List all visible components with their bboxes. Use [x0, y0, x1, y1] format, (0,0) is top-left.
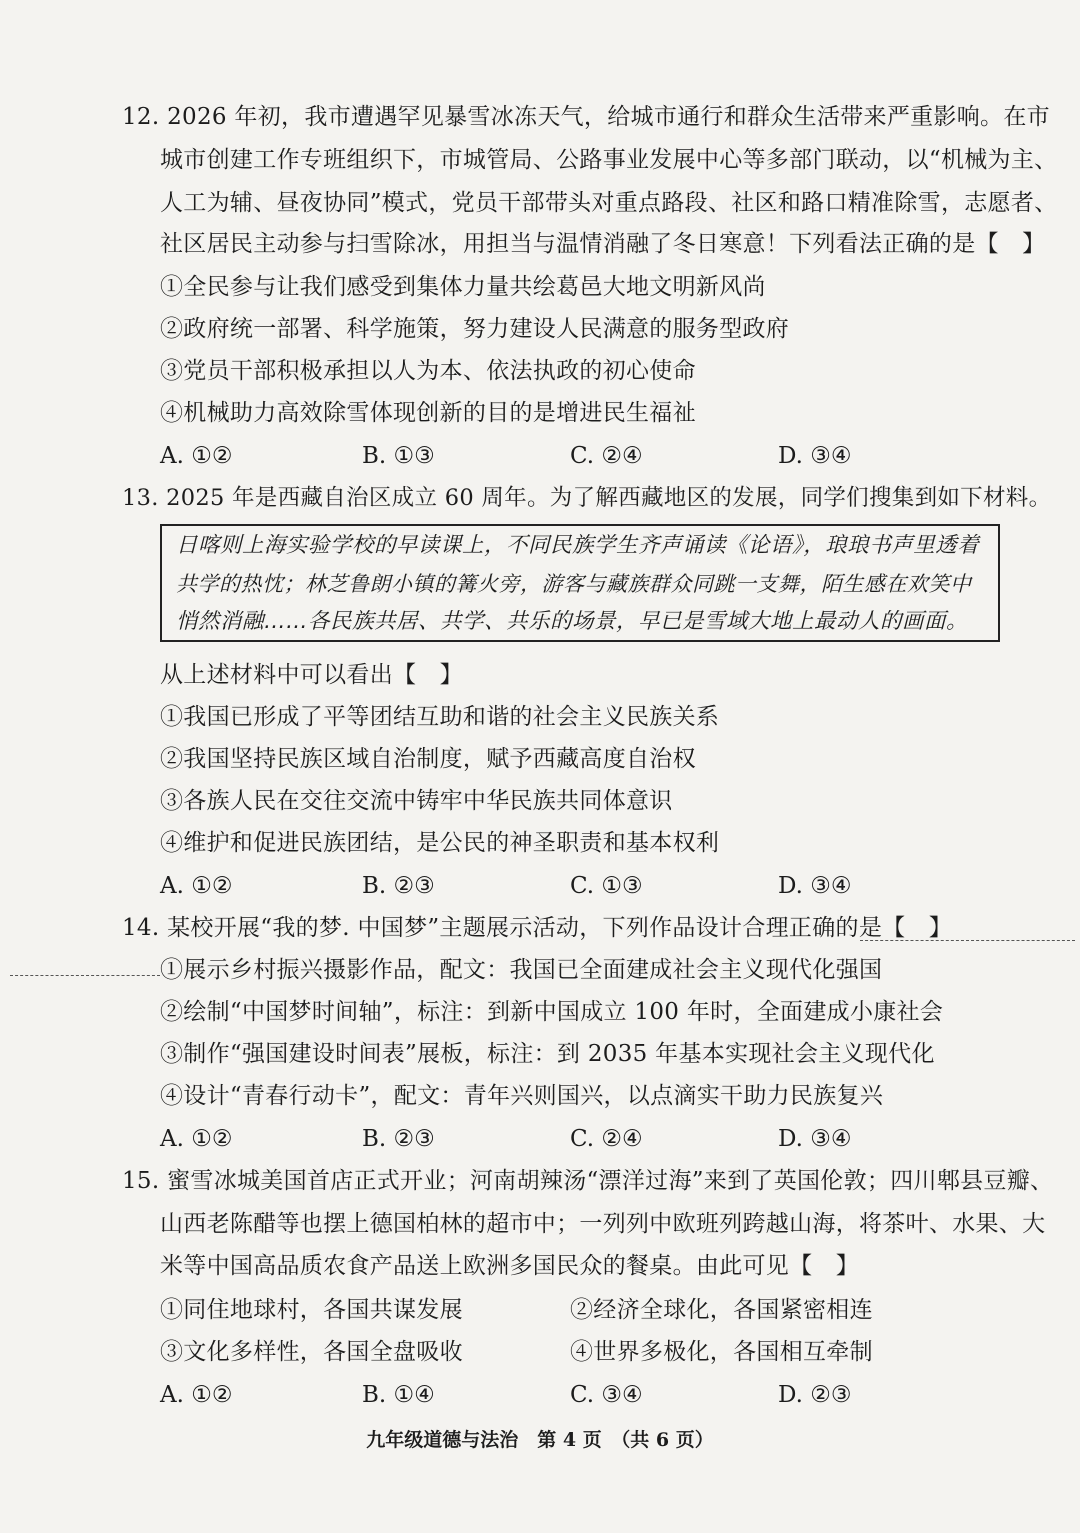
q13-item: ④维护和促进民族团结，是公民的神圣职责和基本权利	[160, 830, 720, 856]
q14-item: ③制作“强国建设时间表”展板，标注：到 2035 年基本实现社会主义现代化	[160, 1041, 935, 1067]
q13-material-box	[160, 524, 1000, 642]
q13-question: 从上述材料中可以看出【 】	[160, 662, 463, 688]
q15-option-d: D. ②③	[778, 1382, 852, 1408]
q13-material-line: 日喀则上海实验学校的早读课上，不同民族学生齐声诵读《论语》，琅琅书声里透着	[176, 533, 980, 558]
q12-option-d: D. ③④	[778, 443, 852, 469]
q15-option-c: C. ③④	[570, 1382, 643, 1408]
q12-stem-line: 人工为辅、昼夜协同”模式，党员干部带头对重点路段、社区和路口精准除雪，志愿者、	[160, 190, 1058, 216]
q13-option-a: A. ①②	[160, 873, 233, 899]
q15-stem-line: 米等中国高品质农食产品送上欧洲多国民众的餐桌。由此可见【 】	[160, 1253, 859, 1279]
q13-item: ③各族人民在交往交流中铸牢中华民族共同体意识	[160, 788, 673, 814]
q12-item: ③党员干部积极承担以人为本、依法执政的初心使命	[160, 358, 696, 384]
q13-item: ②我国坚持民族区域自治制度，赋予西藏高度自治权	[160, 746, 696, 772]
q13-material-line: 悄然消融……各民族共居、共学、共乐的场景，早已是雪域大地上最动人的画面。	[176, 609, 969, 634]
q15-item: ④世界多极化，各国相互牵制	[570, 1339, 873, 1365]
q13-option-c: C. ①③	[570, 873, 643, 899]
q12-stem-line: 社区居民主动参与扫雪除冰，用担当与温情消融了冬日寒意！下列看法正确的是【 】	[160, 231, 1046, 257]
q14-option-c: C. ②④	[570, 1126, 643, 1152]
scan-artifact-line	[10, 975, 160, 976]
page-footer: 九年级道德与法治 第 4 页 （共 6 页）	[366, 1429, 714, 1451]
q12-option-a: A. ①②	[160, 443, 233, 469]
q15-stem-line: 15. 蜜雪冰城美国首店正式开业；河南胡辣汤“漂洋过海”来到了英国伦敦；四川郫县豆瓣、	[122, 1168, 1054, 1194]
q13-item: ①我国已形成了平等团结互助和谐的社会主义民族关系	[160, 704, 720, 730]
q15-option-a: A. ①②	[160, 1382, 233, 1408]
q15-option-b: B. ①④	[362, 1382, 435, 1408]
q13-material-line: 共学的热忱；林芝鲁朗小镇的篝火旁，游客与藏族群众同跳一支舞，陌生感在欢笑中	[176, 572, 972, 596]
q14-option-b: B. ②③	[362, 1126, 435, 1152]
q14-item: ①展示乡村振兴摄影作品，配文：我国已全面建成社会主义现代化强国	[160, 957, 883, 983]
q12-item: ②政府统一部署、科学施策，努力建设人民满意的服务型政府	[160, 316, 790, 342]
q12-item: ④机械助力高效除雪体现创新的目的是增进民生福祉	[160, 400, 696, 426]
scan-artifact-line	[860, 940, 1075, 941]
q12-option-b: B. ①③	[362, 443, 435, 469]
q12-option-c: C. ②④	[570, 443, 643, 469]
q14-item: ②绘制“中国梦时间轴”，标注：到新中国成立 100 年时，全面建成小康社会	[160, 999, 944, 1025]
q12-stem-line: 12. 2026 年初，我市遭遇罕见暴雪冰冻天气，给城市通行和群众生活带来严重影响。在市	[122, 104, 1050, 130]
q14-option-d: D. ③④	[778, 1126, 852, 1152]
q14-option-a: A. ①②	[160, 1126, 233, 1152]
q13-option-b: B. ②③	[362, 873, 435, 899]
q13-stem: 13. 2025 年是西藏自治区成立 60 周年。为了解西藏地区的发展，同学们搜集到如下材料。	[122, 485, 1052, 511]
q15-item: ①同住地球村，各国共谋发展	[160, 1297, 463, 1323]
q13-option-d: D. ③④	[778, 873, 852, 899]
q15-item: ③文化多样性，各国全盘吸收	[160, 1339, 463, 1365]
q12-stem-line: 城市创建工作专班组织下，市城管局、公路事业发展中心等多部门联动，以“机械为主、	[160, 147, 1058, 173]
q14-item: ④设计“青春行动卡”，配文：青年兴则国兴，以点滴实干助力民族复兴	[160, 1083, 884, 1109]
q12-item: ①全民参与让我们感受到集体力量共绘葛邑大地文明新风尚	[160, 274, 766, 300]
q14-stem: 14. 某校开展“我的梦. 中国梦”主题展示活动，下列作品设计合理正确的是【 】	[122, 915, 953, 941]
q15-item: ②经济全球化，各国紧密相连	[570, 1297, 873, 1323]
q15-stem-line: 山西老陈醋等也摆上德国柏林的超市中；一列列中欧班列跨越山海，将茶叶、水果、大	[160, 1211, 1046, 1237]
